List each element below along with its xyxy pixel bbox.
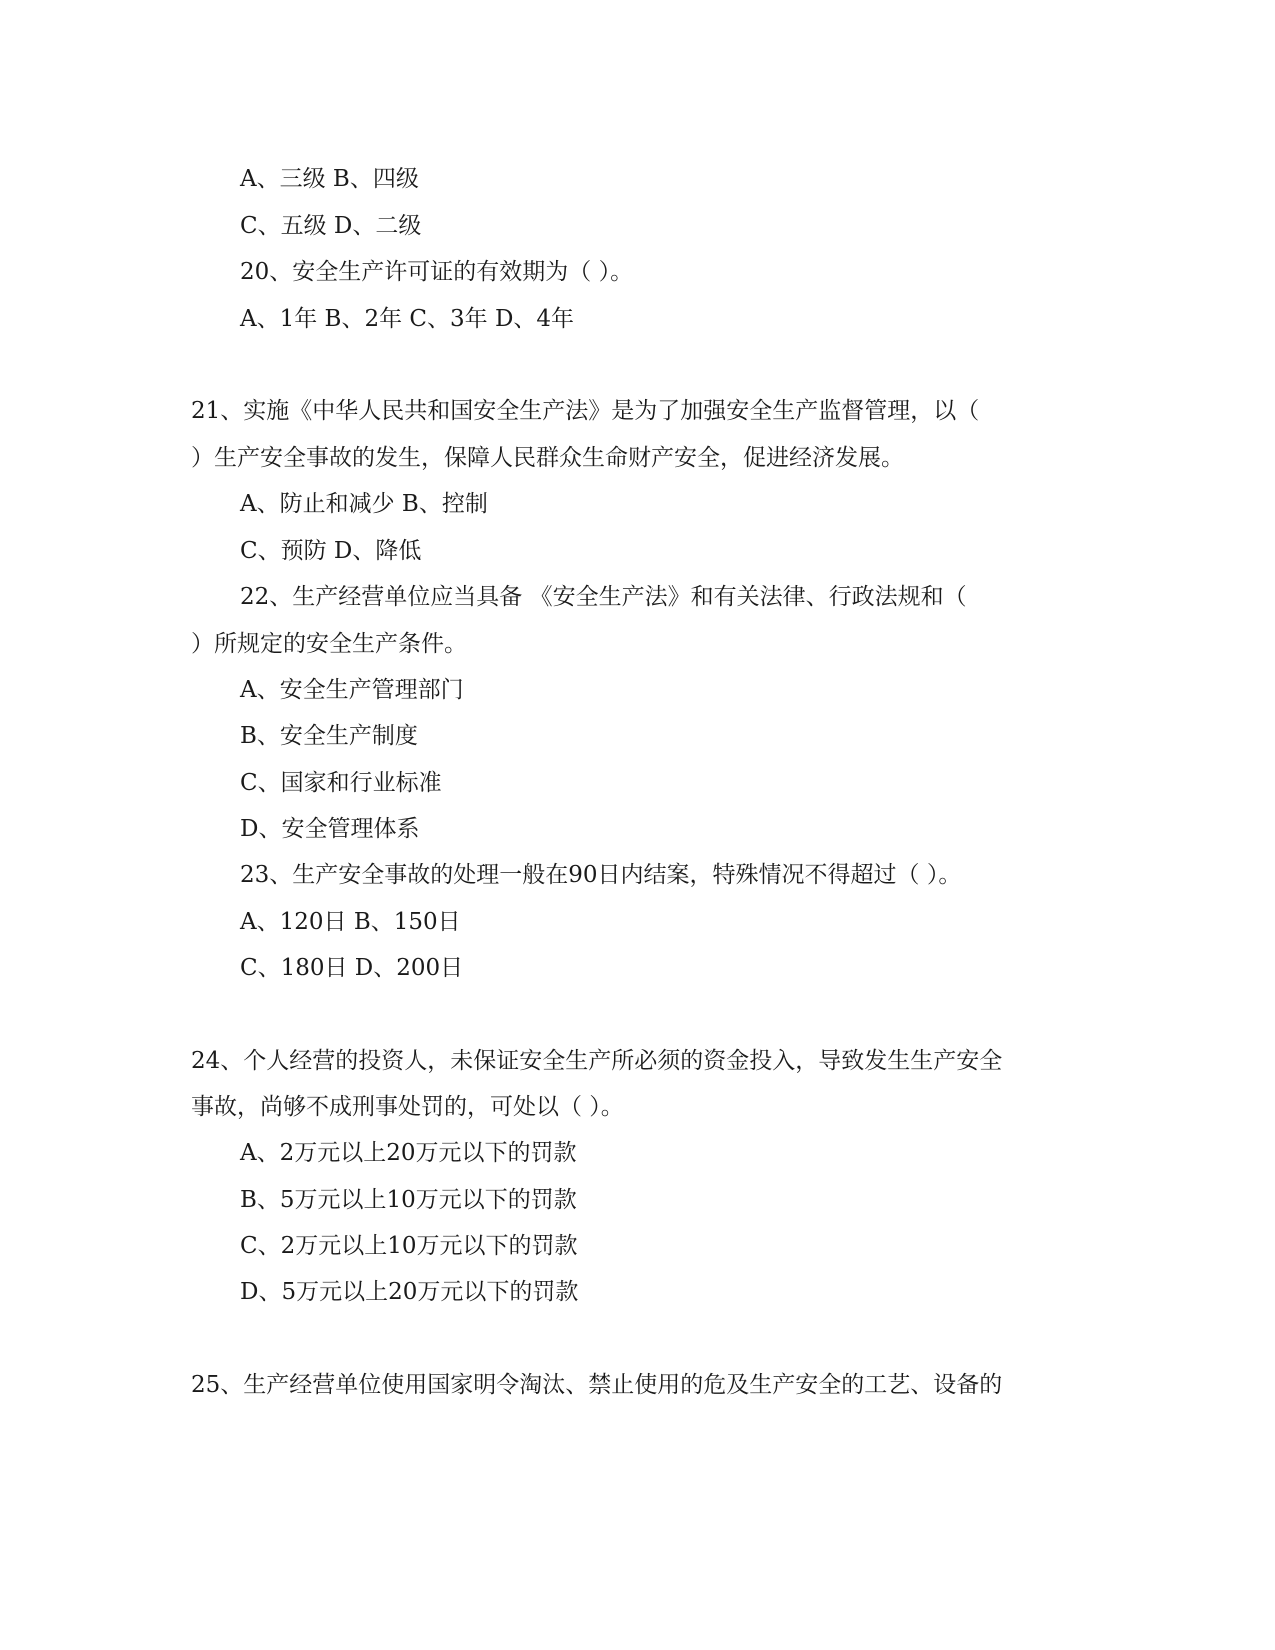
q25-question-line1: 25、生产经营单位使用国家明令淘汰、禁止使用的危及生产安全的工艺、设备的 [191,1372,1003,1398]
q23-options-ab: A、120日 B、150日 [240,909,461,935]
q24-option-c: C、2万元以上10万元以下的罚款 [240,1233,578,1259]
q22-option-c: C、国家和行业标准 [240,770,442,796]
q22-option-a: A、安全生产管理部门 [240,677,464,703]
q21-options-cd: C、预防 D、降低 [240,538,422,564]
q22-option-d: D、安全管理体系 [240,816,420,842]
q22-option-b: B、安全生产制度 [240,723,418,749]
q21-options-ab: A、防止和减少 B、控制 [240,491,488,517]
q20-options: A、1年 B、2年 C、3年 D、4年 [240,306,575,332]
q21-question-line1: 21、实施《中华人民共和国安全生产法》是为了加强安全生产监督管理，以（ [191,398,980,424]
q24-option-d: D、5万元以上20万元以下的罚款 [240,1279,579,1305]
q19-options-cd: C、五级 D、二级 [240,213,422,239]
q24-question-line1: 24、个人经营的投资人，未保证安全生产所必须的资金投入，导致发生生产安全 [191,1048,1003,1074]
q20-question: 20、安全生产许可证的有效期为（ ）。 [240,259,634,285]
q24-option-a: A、2万元以上20万元以下的罚款 [240,1140,577,1166]
q23-question: 23、生产安全事故的处理一般在90日内结案，特殊情况不得超过（ ）。 [240,862,962,888]
q22-question-line2: ）所规定的安全生产条件。 [191,631,467,657]
q24-question-line2: 事故，尚够不成刑事处罚的，可处以（ ）。 [191,1094,624,1120]
q24-option-b: B、5万元以上10万元以下的罚款 [240,1187,577,1213]
q21-question-line2: ）生产安全事故的发生，保障人民群众生命财产安全，促进经济发展。 [191,445,904,471]
q22-question-line1: 22、生产经营单位应当具备 《安全生产法》和有关法律、行政法规和（ [240,584,967,610]
q19-options-ab: A、三级 B、四级 [240,166,419,192]
q23-options-cd: C、180日 D、200日 [240,955,464,981]
